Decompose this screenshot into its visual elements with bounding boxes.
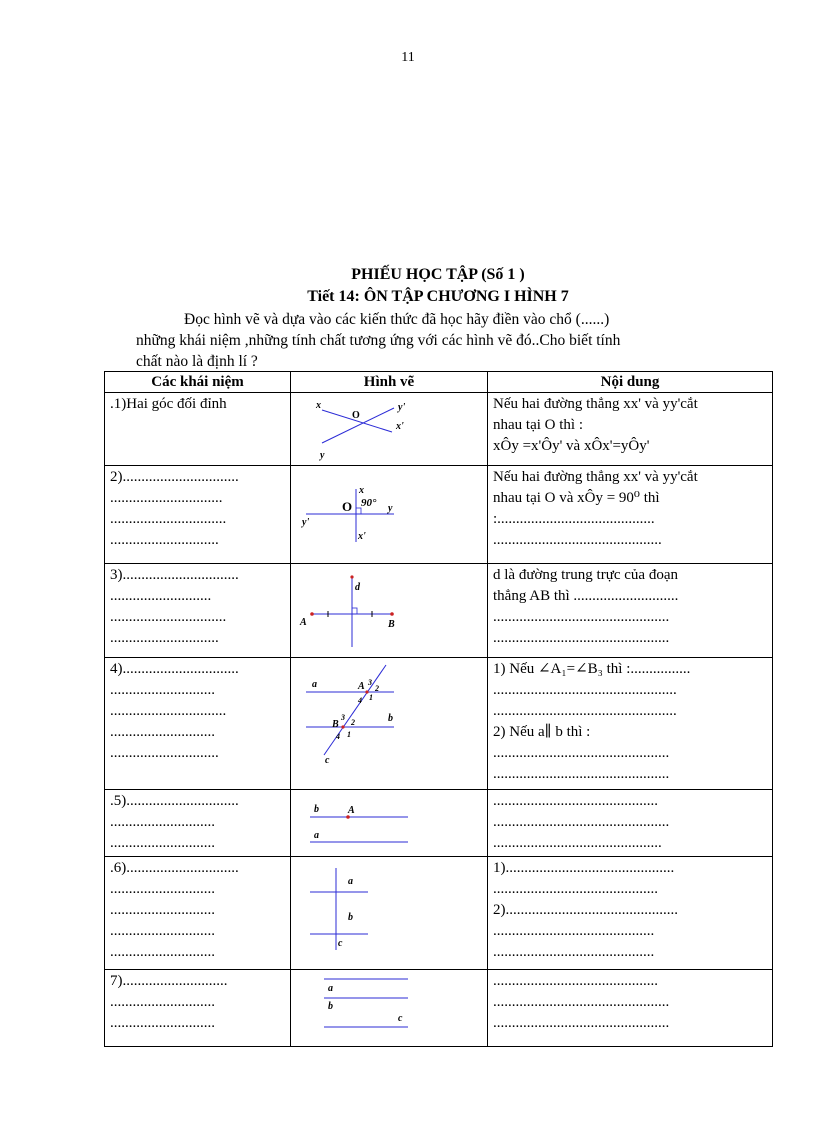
label-angle-b3: 3: [341, 713, 345, 722]
point-a: [310, 612, 314, 616]
label-point-b: B: [332, 719, 339, 730]
content-cell: [488, 857, 773, 970]
fill-line: ............................: [110, 994, 215, 1010]
label-x-prime: x': [358, 531, 366, 542]
line-c: [324, 665, 386, 755]
perpendicular-to-parallels-figure: [296, 858, 493, 968]
fill-line: ............................: [110, 1015, 215, 1031]
label-angle-a1: 1: [369, 693, 373, 702]
content-line: .................................................: [493, 703, 677, 719]
label-point-a: A: [348, 805, 355, 816]
instructions-line-2: những khái niệm ,những tính chất tương ứng với các hình vẽ đó..Cho biết tính: [136, 332, 621, 349]
table-row: [105, 970, 773, 1047]
figure-cell: [291, 564, 488, 658]
fill-line: ...............................: [110, 511, 227, 527]
instructions-line-3: chất nào là định lí ?: [136, 353, 258, 370]
content-line: 2)..............................................: [493, 902, 678, 918]
label-a: A: [300, 617, 307, 628]
worksheet-title: PHIẾU HỌC TẬP (Số 1 ): [351, 266, 525, 283]
table-header-row: [105, 372, 773, 393]
concept-cell: [105, 658, 291, 790]
content-cell: [488, 564, 773, 658]
label-c: c: [325, 755, 330, 766]
table-row: [105, 466, 773, 564]
fill-line: ...............................: [110, 609, 227, 625]
content-line: ............................................: [493, 881, 658, 897]
content-cell: [488, 658, 773, 790]
label-angle-b1: 1: [347, 730, 351, 739]
three-parallel-lines-figure: [296, 971, 493, 1045]
figure-cell: [291, 393, 488, 466]
content-line: .................................................: [493, 682, 677, 698]
content-cell: [488, 393, 773, 466]
fill-line: 3)...............................: [110, 567, 239, 583]
label-a: a: [348, 876, 353, 887]
instructions-line-1: Đọc hình vẽ và dựa vào các kiến thức đã học hãy điền vào chổ (......): [184, 311, 610, 328]
content-line: :..........................................: [493, 511, 655, 527]
point-b: [390, 612, 394, 616]
perpendicular-bisector-figure: [296, 565, 493, 656]
content-line: ...............................................: [493, 1015, 670, 1031]
content-line: ............................................: [493, 793, 658, 809]
content-line: Nếu hai đường thẳng xx' và yy'cắt: [493, 469, 698, 485]
instructions: [136, 309, 768, 372]
label-y: y: [320, 450, 325, 461]
perpendicular-lines-figure: [296, 467, 493, 562]
transversal-figure: [296, 659, 493, 788]
concept-cell: [105, 970, 291, 1047]
content-line: d là đường trung trực của đoạn: [493, 567, 678, 583]
fill-line: .............................: [110, 532, 219, 548]
figure-cell: [291, 970, 488, 1047]
label-c: c: [338, 938, 343, 949]
table-row: [105, 857, 773, 970]
content-line: ...............................................: [493, 814, 670, 830]
content-line: Nếu hai đường thẳng xx' và yy'cắt: [493, 396, 698, 412]
header-content: Nội dung: [488, 372, 773, 393]
label-x: x: [316, 400, 321, 411]
label-b: b: [328, 1001, 333, 1012]
label-a: a: [328, 983, 333, 994]
label-d: d: [355, 582, 360, 593]
fill-line: 4)...............................: [110, 661, 239, 677]
concept-cell: [105, 790, 291, 857]
content-line: 1) Nếu ∠A₁=∠B₃ thì :................: [493, 661, 691, 677]
label-angle-a4: 4: [358, 696, 362, 705]
content-line: xÔy =x'Ôy' và xÔx'=yÔy': [493, 438, 650, 454]
label-b: B: [388, 619, 395, 630]
fill-line: 2)...............................: [110, 469, 239, 485]
fill-line: ............................: [110, 944, 215, 960]
fill-line: ............................: [110, 682, 215, 698]
fill-line: .5)..............................: [110, 793, 239, 809]
content-line: .............................................: [493, 835, 662, 851]
content-line: ...............................................: [493, 766, 670, 782]
fill-line: ............................: [110, 814, 215, 830]
fill-line: ............................: [110, 835, 215, 851]
point-b: [341, 725, 344, 728]
concept-cell: [105, 857, 291, 970]
fill-line: ............................: [110, 881, 215, 897]
label-angle-a3: 3: [368, 678, 372, 687]
content-line: nhau tại O và xÔy = 90⁰ thì: [493, 490, 660, 506]
fill-line: ...............................: [110, 703, 227, 719]
parallel-through-point-figure: [296, 791, 493, 855]
concept-cell: [105, 564, 291, 658]
figure-cell: [291, 658, 488, 790]
label-x-prime: x': [396, 421, 404, 432]
label-x: x: [359, 485, 364, 496]
fill-line: ............................: [110, 724, 215, 740]
content-cell: [488, 970, 773, 1047]
fill-line: ............................: [110, 902, 215, 918]
page-number: 11: [401, 50, 415, 65]
right-angle-mark: [352, 608, 357, 614]
content-line: 1).............................................: [493, 860, 675, 876]
fill-line: .............................: [110, 745, 219, 761]
content-line: ...............................................: [493, 994, 670, 1010]
content-line: ............................................: [493, 973, 658, 989]
table-row: [105, 393, 773, 466]
content-line: ...............................................: [493, 609, 670, 625]
content-cell: [488, 790, 773, 857]
label-y-prime: y': [302, 517, 310, 528]
header-concepts: Các khái niệm: [105, 372, 291, 393]
figure-cell: [291, 857, 488, 970]
point-d: [350, 575, 353, 578]
content-line: nhau tại O thì :: [493, 417, 583, 433]
fill-line: ..............................: [110, 490, 223, 506]
fill-line: ...........................: [110, 588, 212, 604]
label-o: O: [342, 499, 353, 514]
label-point-a: A: [358, 681, 365, 692]
fill-line: ............................: [110, 923, 215, 939]
concept-cell: [105, 393, 291, 466]
table-row: [105, 658, 773, 790]
content-line: ...........................................: [493, 944, 655, 960]
label-a: a: [312, 679, 317, 690]
label-b: b: [388, 713, 393, 724]
content-line: .............................................: [493, 532, 662, 548]
table-row: [105, 790, 773, 857]
table-row: [105, 564, 773, 658]
concept-cell: [105, 466, 291, 564]
label-y: y: [388, 503, 393, 514]
label-angle-b2: 2: [351, 718, 355, 727]
content-cell: [488, 466, 773, 564]
label-angle: 90°: [361, 497, 377, 509]
fill-line: .6)..............................: [110, 860, 239, 876]
label-y-prime: y': [398, 402, 406, 413]
label-angle-a2: 2: [375, 684, 379, 693]
content-line: 2) Nếu a∥ b thì :: [493, 724, 591, 740]
content-line: ...............................................: [493, 745, 670, 761]
label-c: c: [398, 1013, 403, 1024]
fill-line: 7)............................: [110, 973, 228, 989]
label-b: b: [348, 912, 353, 923]
vertical-angles-figure: [296, 394, 493, 464]
header-figure: Hình vẽ: [291, 372, 488, 393]
figure-cell: [291, 466, 488, 564]
worksheet-table: [104, 371, 773, 1047]
fill-line: .1)Hai góc đối đỉnh: [110, 396, 227, 412]
content-line: thẳng AB thì ............................: [493, 588, 679, 604]
label-o: O: [352, 410, 360, 421]
fill-line: .............................: [110, 630, 219, 646]
content-line: ...............................................: [493, 630, 670, 646]
figure-cell: [291, 790, 488, 857]
lesson-title: Tiết 14: ÔN TẬP CHƯƠNG I HÌNH 7: [307, 288, 569, 305]
label-a: a: [314, 830, 319, 841]
content-line: ...........................................: [493, 923, 655, 939]
label-angle-b4: 4: [336, 732, 340, 741]
label-b: b: [314, 804, 319, 815]
